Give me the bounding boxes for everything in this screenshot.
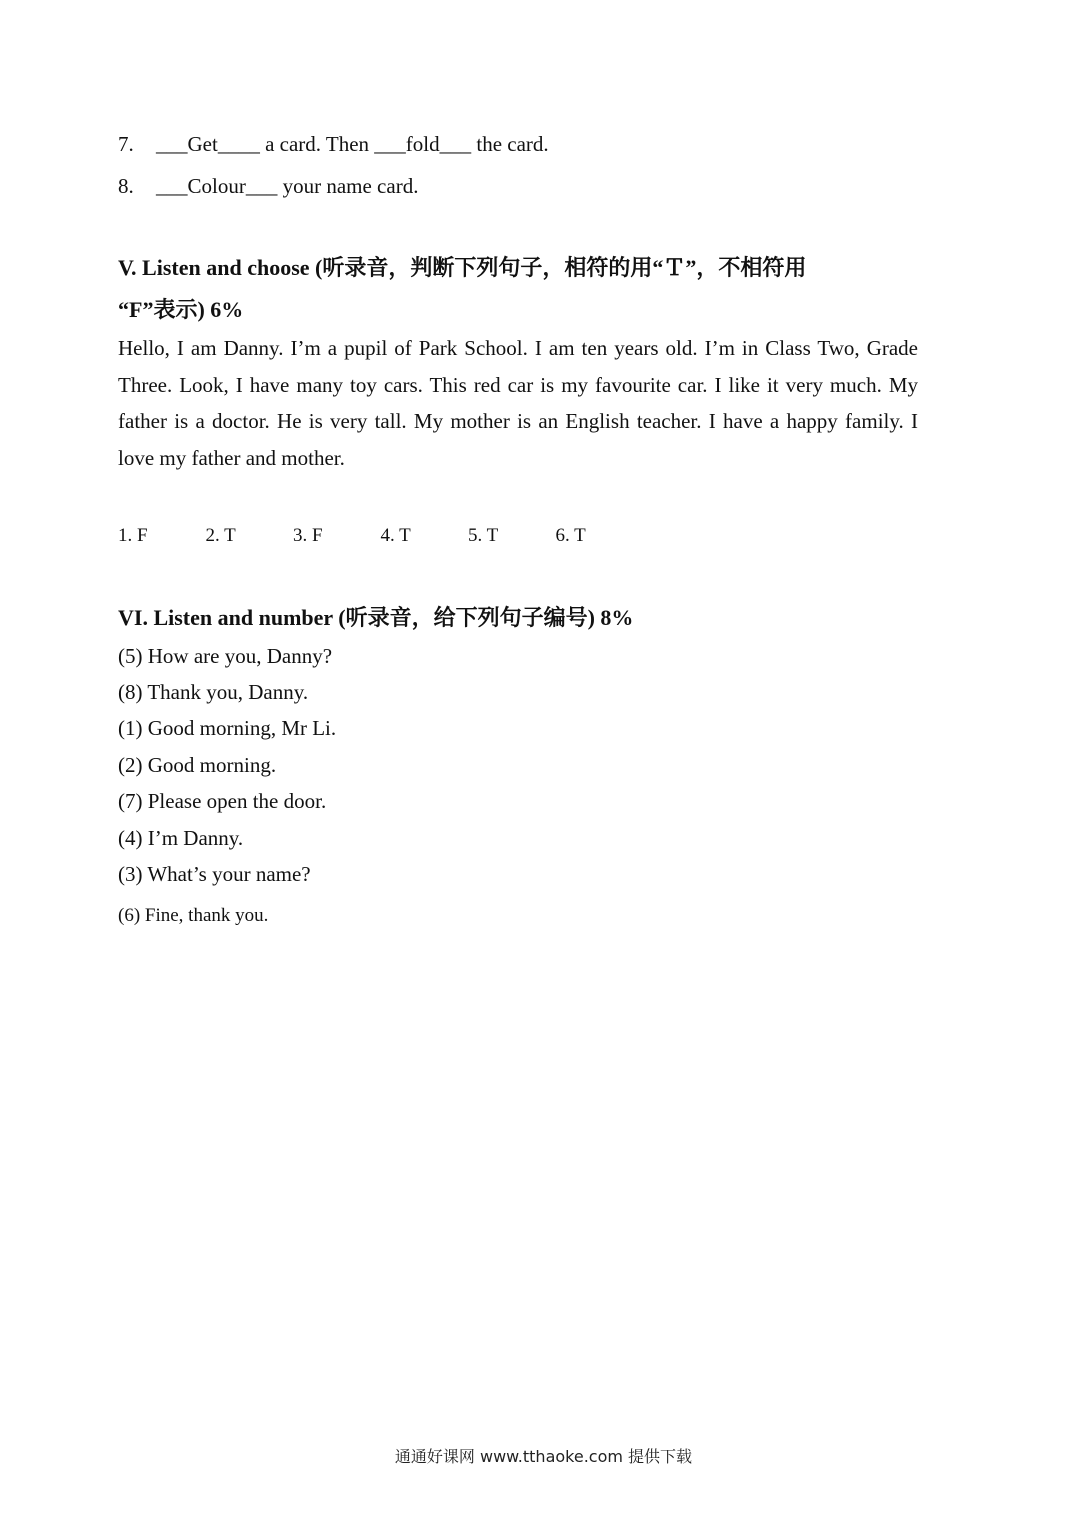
section-v-title-cont: “F”表示) 6% — [118, 297, 244, 322]
item-number: 7. — [118, 132, 134, 156]
fill-item-7 — [118, 132, 549, 156]
item-number: 8. — [118, 174, 134, 198]
list-item: (7) Please open the door. — [118, 789, 327, 813]
section-v-title: V. Listen and choose (听录音，判断下列句子，相符的用“Ｔ”，不相符用 — [118, 255, 807, 280]
answer-item: 5. T — [468, 525, 499, 546]
list-item: (8) Thank you, Danny. — [118, 680, 309, 704]
list-item: (1) Good morning, Mr Li. — [118, 716, 337, 740]
answer-item: 3. F — [293, 525, 323, 546]
list-item: (2) Good morning. — [118, 753, 277, 777]
answer-item: 4. T — [380, 525, 411, 546]
list-item: (3) What’s your name? — [118, 862, 311, 886]
answer-item: 1. F — [118, 525, 148, 546]
section-vi-title: VI. Listen and number (听录音，给下列句子编号) 8% — [118, 605, 634, 630]
fill-item-8 — [118, 174, 418, 198]
list-item: (4) I’m Danny. — [118, 826, 244, 850]
answer-item: 6. T — [555, 525, 586, 546]
page-footer: 通通好课网 www.tthaoke.com 提供下载 — [394, 1447, 693, 1466]
section-v-answers — [118, 524, 643, 548]
answer-item: 2. T — [205, 525, 236, 546]
list-item: (6) Fine, thank you. — [118, 905, 269, 926]
section-v-passage: Hello, I am Danny. I’m a pupil of Park School. I am ten years old. I’m in Class Two, Grade Three. Look, I have many toy cars. This red car is my favourite car. I like it very much. My father is a doctor. He is very tall. My mother is an English teacher. I have a happy family. I love my father and mother. — [118, 336, 918, 470]
item-text: ___Get____ a card. Then ___fold___ the card. — [156, 132, 549, 156]
list-item: (5) How are you, Danny? — [118, 644, 333, 668]
item-text: ___Colour___ your name card. — [156, 174, 419, 198]
